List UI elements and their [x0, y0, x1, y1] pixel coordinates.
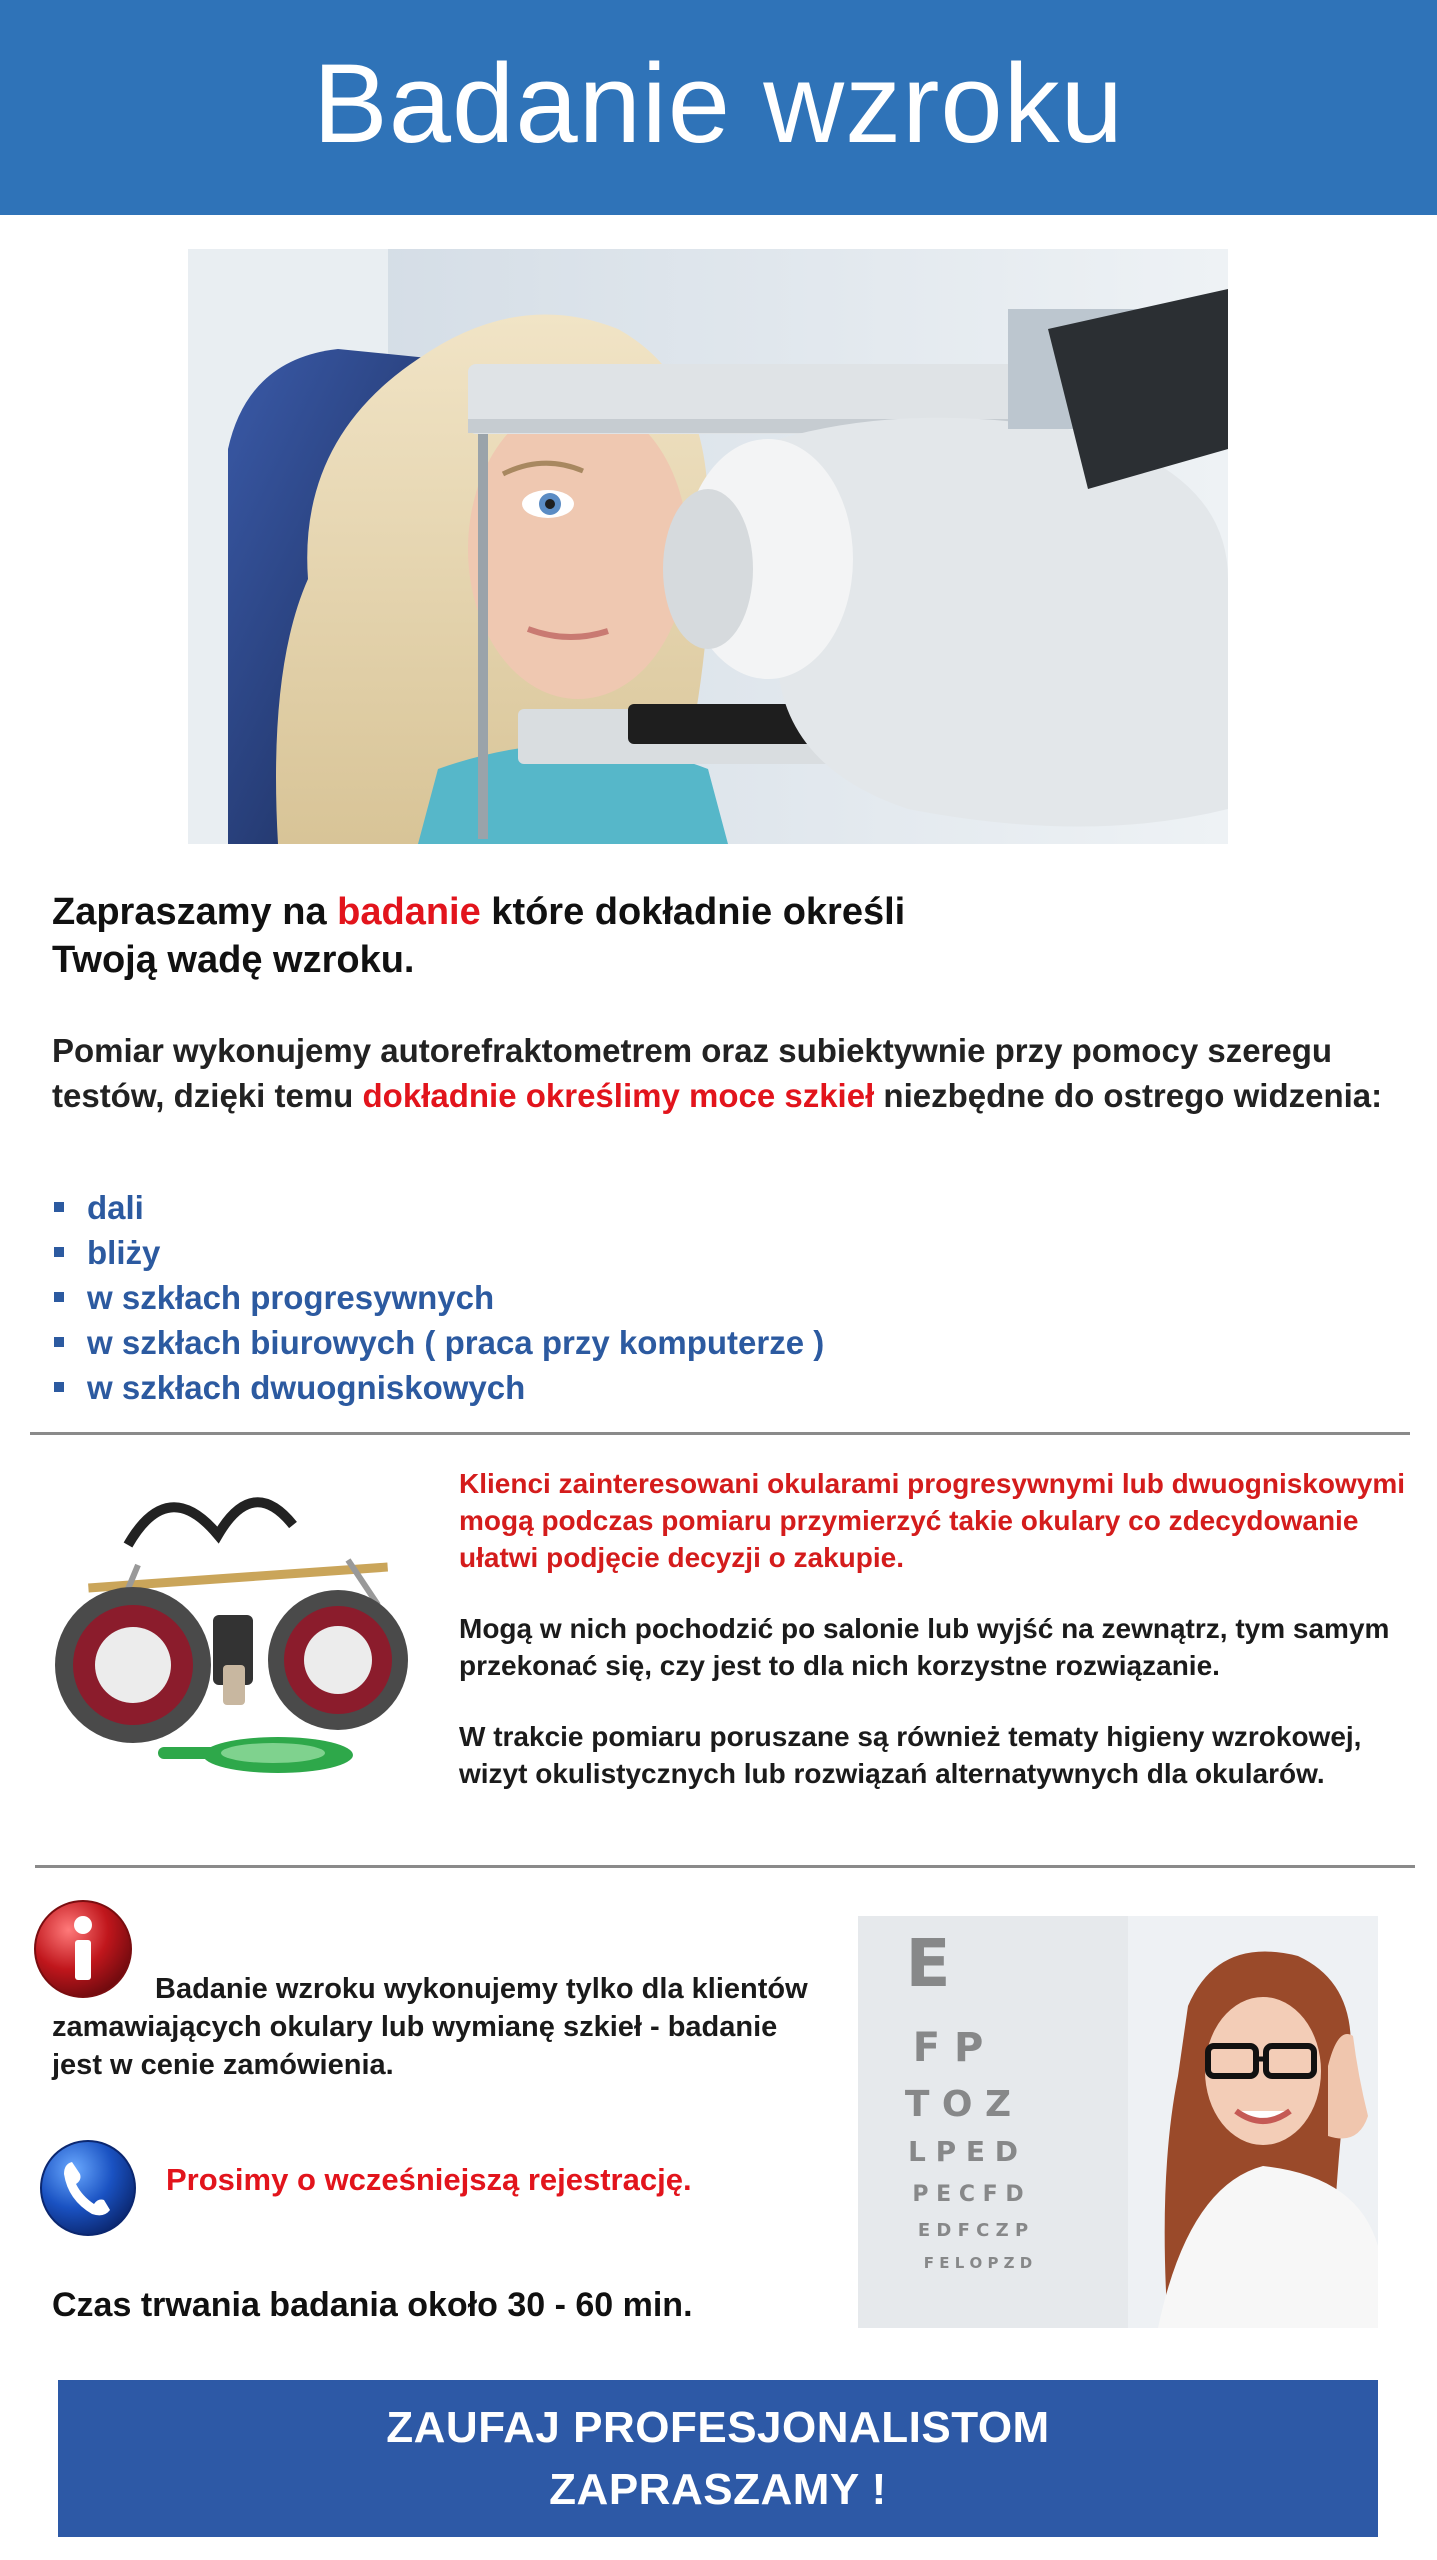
intro-heading: [52, 888, 1382, 984]
vision-range-list: [52, 1185, 824, 1410]
list-item: dali: [52, 1185, 824, 1230]
list-item: w szkłach dwuogniskowych: [52, 1365, 824, 1410]
section-divider: [30, 1432, 1410, 1435]
eye-chart-row: F P: [912, 2025, 984, 2071]
eye-chart-row: L P E D: [908, 2135, 1018, 2168]
section-divider: [35, 1865, 1415, 1868]
cta-banner: [58, 2380, 1378, 2537]
eye-chart-photo: [858, 1916, 1378, 2328]
registration-notice: Prosimy o wcześniejszą rejestrację.: [166, 2162, 692, 2197]
hero-photo: [188, 249, 1228, 844]
intro-text-part1: Zapraszamy na: [52, 891, 338, 933]
measurement-text-part2: niezbędne do ostrego widzenia:: [874, 1077, 1383, 1114]
eye-hygiene-text: W trakcie pomiaru poruszane są również tematy higieny wzrokowej, wizyt okulistycznych lub rozwiązań alternatywnych dla okularów.: [459, 1721, 1362, 1789]
duration-text: Czas trwania badania około 30 - 60 min.: [52, 2286, 693, 2324]
banner-line-2: ZAPRASZAMY !: [549, 2464, 887, 2514]
page-title: Badanie wzroku: [313, 41, 1124, 166]
measurement-text-part1: Pomiar wykonujemy autorefraktometrem oraz subiektywnie przy pomocy szeregu testów, dzięki temu: [52, 1032, 1333, 1114]
phone-icon: [38, 2138, 138, 2238]
header-bar: [0, 0, 1437, 215]
measurement-highlight: dokładnie określimy moce szkieł: [362, 1077, 875, 1114]
intro-text-part2: które dokładnie określi: [480, 891, 906, 933]
eye-chart-row: T O Z: [904, 2084, 1012, 2125]
eye-chart-row: F E L O P Z D: [923, 2254, 1033, 2272]
eye-chart-row: P E C F D: [912, 2182, 1024, 2207]
progressive-walk-text: Mogą w nich pochodzić po salonie lub wyjść na zewnątrz, tym samym przekonać się, czy jest to dla nich korzystne rozwiązanie.: [459, 1613, 1390, 1681]
progressive-offer-text: Klienci zainteresowani okularami progresywnymi lub dwuogniskowymi mogą podczas pomiaru przymierzyć takie okulary co zdecydowanie ułatwi podjęcie decyzji o zakupie.: [459, 1468, 1405, 1573]
intro-text-line2: Twoją wadę wzroku.: [52, 939, 415, 981]
list-item: w szkłach biurowych ( praca przy komputerze ): [52, 1320, 824, 1365]
trial-frame-photo: [18, 1465, 448, 1795]
list-item: w szkłach progresywnych: [52, 1275, 824, 1320]
list-item: bliży: [52, 1230, 824, 1275]
eye-chart-row: E D F C Z P: [917, 2220, 1029, 2241]
banner-line-1: ZAUFAJ PROFESJONALISTOM: [386, 2402, 1050, 2452]
info-text: Badanie wzroku wykonujemy tylko dla klientów zamawiających okulary lub wymianę szkieł - badanie jest w cenie zamówienia.: [52, 1973, 808, 2081]
measurement-paragraph: [52, 1028, 1412, 1118]
intro-highlight: badanie: [337, 891, 481, 933]
eye-chart-row: E: [905, 1925, 951, 2002]
